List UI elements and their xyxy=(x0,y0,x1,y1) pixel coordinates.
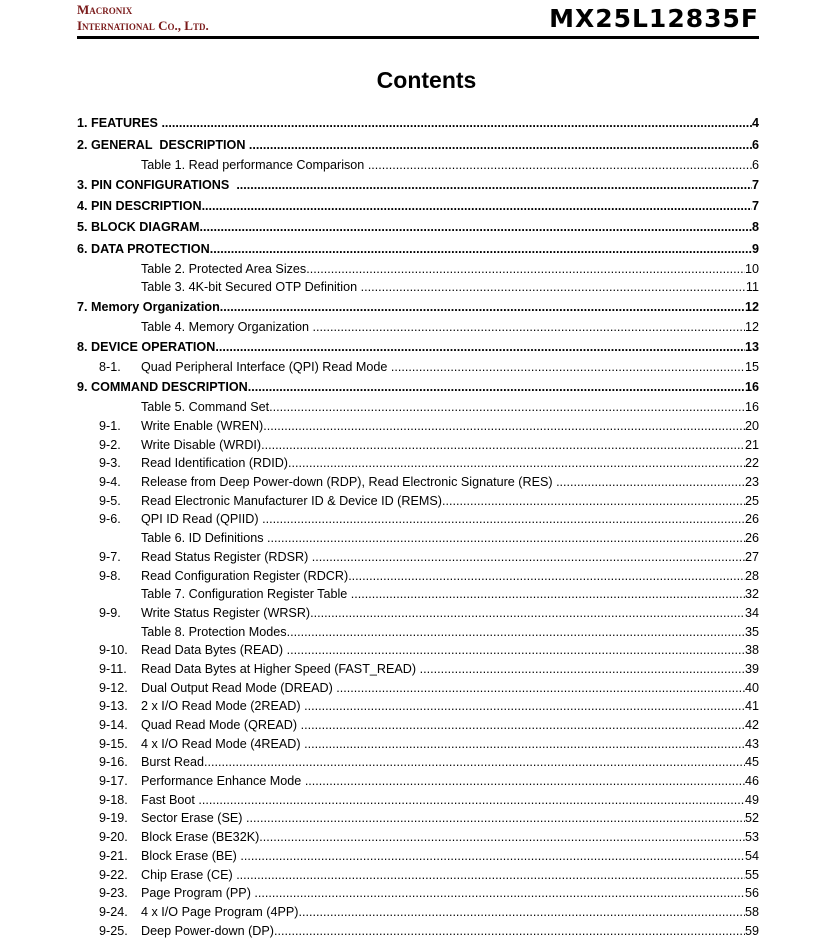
leader-dots xyxy=(267,531,745,545)
toc-entry-page[interactable]: 53 xyxy=(744,830,759,845)
leader-dots xyxy=(259,830,745,844)
toc-entry-number: 9-5. xyxy=(99,493,121,508)
leader-dots xyxy=(274,924,745,938)
toc-entry-page[interactable]: 41 xyxy=(744,699,759,714)
toc-entry-title[interactable]: Table 2. Protected Area Sizes xyxy=(141,261,307,276)
toc-entry-number: 9-12. xyxy=(99,680,128,695)
toc-entry-page[interactable]: 23 xyxy=(744,475,759,490)
page-title: Contents xyxy=(376,67,477,93)
leader-dots xyxy=(204,755,745,769)
toc-entry-page[interactable]: 16 xyxy=(744,400,759,415)
toc-entry-title[interactable]: Quad Read Mode (QREAD) xyxy=(141,718,301,733)
toc-entry[interactable] xyxy=(77,336,759,358)
toc-entry[interactable] xyxy=(77,510,759,529)
toc-entry-title[interactable]: Table 7. Configuration Register Table xyxy=(141,587,351,602)
toc-entry-number: 9-9. xyxy=(99,605,121,620)
toc-entry-number: 9-16. xyxy=(99,755,128,770)
toc-entry-title[interactable]: 2 x I/O Read Mode (2READ) xyxy=(141,699,305,714)
toc-entry-title[interactable]: Write Enable (WREN) xyxy=(141,419,264,434)
toc-entry[interactable] xyxy=(77,155,759,174)
leader-dots xyxy=(248,380,745,394)
toc-entry-page[interactable]: 32 xyxy=(744,587,759,602)
leader-dots xyxy=(254,886,745,900)
toc-entry-number: 9-22. xyxy=(99,867,128,882)
table-of-contents xyxy=(77,112,759,940)
toc-entry-title[interactable]: Dual Output Read Mode (DREAD) xyxy=(141,680,337,695)
toc-entry[interactable] xyxy=(77,548,759,567)
toc-entry[interactable] xyxy=(77,884,759,903)
leader-dots xyxy=(269,400,745,414)
leader-dots xyxy=(312,550,745,564)
leader-dots xyxy=(215,340,745,354)
leader-dots xyxy=(305,774,745,788)
company-name-line1: Macronix xyxy=(77,2,133,17)
toc-entry-page[interactable]: 15 xyxy=(744,360,759,374)
toc-entry[interactable] xyxy=(77,734,759,753)
toc-entry-title[interactable]: Table 5. Command Set xyxy=(141,400,270,415)
toc-entry-page[interactable]: 12 xyxy=(744,320,759,334)
leader-dots xyxy=(199,220,752,234)
toc-entry[interactable] xyxy=(77,828,759,847)
toc-entry[interactable] xyxy=(77,753,759,772)
toc-entry-number: 9-23. xyxy=(99,886,128,901)
toc-entry[interactable] xyxy=(77,491,759,510)
toc-entry[interactable] xyxy=(77,376,759,398)
toc-entry-page[interactable]: 49 xyxy=(744,792,759,807)
toc-entry[interactable] xyxy=(77,566,759,585)
toc-entry-title[interactable]: Performance Enhance Mode xyxy=(141,774,305,789)
toc-entry-page[interactable]: 52 xyxy=(744,811,759,826)
toc-entry-number: 9-24. xyxy=(99,904,128,919)
toc-entry-page[interactable]: 10 xyxy=(744,261,759,276)
toc-entry-page[interactable]: 42 xyxy=(744,718,759,733)
toc-entry[interactable] xyxy=(77,174,759,195)
leader-dots xyxy=(368,158,752,172)
toc-entry[interactable] xyxy=(77,473,759,492)
leader-dots xyxy=(198,793,745,807)
toc-entry[interactable] xyxy=(77,697,759,716)
toc-entry-number: 9-17. xyxy=(99,774,128,789)
toc-entry-title[interactable]: 9. COMMAND DESCRIPTION xyxy=(77,380,248,394)
toc-entry-number: 9-11. xyxy=(99,661,127,676)
toc-entry[interactable] xyxy=(77,216,759,238)
toc-entry-page[interactable]: 21 xyxy=(744,437,759,452)
toc-entry-title[interactable]: Read Configuration Register (RDCR) xyxy=(141,568,349,583)
toc-entry-number: 9-7. xyxy=(99,549,121,564)
toc-entry-number: 9-2. xyxy=(99,437,121,452)
toc-entry-page[interactable]: 6 xyxy=(751,157,759,172)
toc-entry-number: 9-3. xyxy=(99,456,121,471)
toc-entry-title[interactable]: Fast Boot xyxy=(141,792,199,807)
toc-entry-title[interactable]: Read Data Bytes (READ) xyxy=(141,643,287,658)
header-divider xyxy=(77,36,759,39)
toc-entry-title[interactable]: Read Identification (RDID) xyxy=(141,456,288,471)
toc-entry-title[interactable]: 2. GENERAL DESCRIPTION xyxy=(77,137,249,152)
toc-entry-page[interactable]: 56 xyxy=(744,886,759,901)
toc-entry[interactable] xyxy=(77,716,759,735)
toc-entry-page[interactable]: 20 xyxy=(744,419,759,434)
toc-entry[interactable] xyxy=(77,259,759,278)
toc-entry-page[interactable]: 26 xyxy=(744,531,759,546)
company-logo xyxy=(77,2,209,34)
toc-entry-page[interactable]: 28 xyxy=(744,568,759,583)
leader-dots xyxy=(161,116,752,130)
toc-entry-page[interactable]: 45 xyxy=(744,755,759,770)
toc-entry-page[interactable]: 25 xyxy=(744,493,759,508)
toc-entry[interactable] xyxy=(77,865,759,884)
toc-entry-number: 9-21. xyxy=(99,848,128,863)
toc-entry[interactable] xyxy=(77,678,759,697)
toc-entry-page[interactable]: 9 xyxy=(751,241,759,256)
toc-entry-page[interactable]: 35 xyxy=(744,624,759,639)
leader-dots xyxy=(304,699,745,713)
toc-entry-title[interactable]: Table 4. Memory Organization xyxy=(141,320,313,334)
leader-dots xyxy=(361,280,746,294)
toc-entry-title[interactable]: 4. PIN DESCRIPTION xyxy=(77,198,202,213)
toc-entry[interactable] xyxy=(77,604,759,623)
toc-entry-number: 9-15. xyxy=(99,736,128,751)
toc-entry[interactable] xyxy=(77,585,759,604)
leader-dots xyxy=(301,718,745,732)
toc-entry-number: 8-1. xyxy=(99,360,121,374)
toc-entry[interactable] xyxy=(77,278,759,296)
leader-dots xyxy=(310,606,745,620)
toc-entry[interactable] xyxy=(77,641,759,660)
toc-entry-title[interactable]: Table 6. ID Definitions xyxy=(141,531,267,546)
leader-dots xyxy=(442,494,745,508)
toc-entry-number: 9-19. xyxy=(99,811,128,826)
toc-entry[interactable] xyxy=(77,772,759,791)
leader-dots xyxy=(304,737,745,751)
leader-dots xyxy=(313,320,745,334)
toc-entry-page[interactable]: 38 xyxy=(744,643,759,658)
toc-entry-page[interactable]: 11 xyxy=(745,280,759,294)
toc-entry-title[interactable]: Block Erase (BE) xyxy=(141,848,241,863)
toc-entry-title[interactable]: Block Erase (BE32K) xyxy=(141,830,260,845)
leader-dots xyxy=(249,138,752,152)
toc-entry-title[interactable]: Read Electronic Manufacturer ID & Device ID (REMS) xyxy=(141,493,442,508)
toc-entry[interactable] xyxy=(77,809,759,828)
toc-entry-title[interactable]: Read Data Bytes at Higher Speed (FAST_READ) xyxy=(141,661,420,676)
toc-entry-page[interactable]: 7 xyxy=(751,177,759,192)
leader-dots xyxy=(262,512,745,526)
toc-entry-title[interactable]: Table 3. 4K-bit Secured OTP Definition xyxy=(141,280,361,294)
leader-dots xyxy=(220,300,745,314)
leader-dots xyxy=(287,625,745,639)
toc-entry-title[interactable]: Write Status Register (WRSR) xyxy=(141,605,311,620)
leader-dots xyxy=(348,569,745,583)
toc-entry-title[interactable]: Table 8. Protection Modes xyxy=(141,624,287,639)
toc-entry-number: 9-10. xyxy=(99,643,128,658)
toc-entry-number: 9-6. xyxy=(99,512,121,527)
toc-entry-title[interactable]: Quad Peripheral Interface (QPI) Read Mode xyxy=(141,360,391,374)
toc-entry-page[interactable]: 34 xyxy=(744,605,759,620)
leader-dots xyxy=(391,360,745,374)
toc-entry-number: 9-18. xyxy=(99,792,128,807)
toc-entry[interactable] xyxy=(77,417,759,436)
toc-entry-page[interactable]: 40 xyxy=(744,680,759,695)
toc-entry-number: 9-8. xyxy=(99,568,121,583)
toc-entry-title[interactable]: Burst Read xyxy=(141,755,204,770)
toc-entry[interactable] xyxy=(77,622,759,641)
toc-entry-number: 9-1. xyxy=(99,419,121,434)
toc-entry-title[interactable]: Read Status Register (RDSR) xyxy=(141,549,312,564)
toc-entry-page[interactable]: 8 xyxy=(751,220,759,234)
toc-entry[interactable] xyxy=(77,790,759,809)
leader-dots xyxy=(236,868,745,882)
toc-entry-title[interactable]: 8. DEVICE OPERATION xyxy=(77,340,216,354)
toc-entry[interactable] xyxy=(77,112,759,134)
toc-entry-title[interactable]: 4 x I/O Page Program (4PP) xyxy=(141,904,299,919)
toc-entry-page[interactable]: 59 xyxy=(744,923,759,938)
toc-entry[interactable] xyxy=(77,529,759,548)
toc-entry-page[interactable]: 6 xyxy=(751,137,759,152)
toc-entry-page[interactable]: 12 xyxy=(744,300,759,314)
toc-entry[interactable] xyxy=(77,318,759,336)
toc-entry-page[interactable]: 54 xyxy=(744,848,759,863)
toc-entry-page[interactable]: 22 xyxy=(744,456,759,471)
toc-entry-page[interactable]: 13 xyxy=(744,340,759,354)
toc-entry-title[interactable]: 1. FEATURES xyxy=(77,116,162,130)
leader-dots xyxy=(351,587,745,601)
toc-entry-title[interactable]: Write Disable (WRDI) xyxy=(141,437,262,452)
company-name-line2: International Co., Ltd. xyxy=(77,18,209,33)
toc-entry-page[interactable]: 27 xyxy=(744,549,759,564)
leader-dots xyxy=(288,456,745,470)
toc-entry-title[interactable]: 3. PIN CONFIGURATIONS xyxy=(77,177,237,192)
part-number: MX25L12835F xyxy=(549,4,759,33)
leader-dots xyxy=(556,475,745,489)
toc-entry-title[interactable]: Chip Erase (CE) xyxy=(141,867,237,882)
toc-entry[interactable] xyxy=(77,454,759,473)
toc-entry-number: 9-25. xyxy=(99,923,128,938)
toc-entry[interactable] xyxy=(77,195,759,216)
leader-dots xyxy=(263,419,745,433)
leader-dots xyxy=(240,849,745,863)
leader-dots xyxy=(420,662,745,676)
toc-entry[interactable] xyxy=(77,134,759,155)
toc-entry-page[interactable]: 58 xyxy=(744,904,759,919)
toc-entry[interactable] xyxy=(77,296,759,318)
toc-entry[interactable] xyxy=(77,435,759,454)
toc-entry[interactable] xyxy=(77,358,759,376)
leader-dots xyxy=(246,811,745,825)
toc-entry-page[interactable]: 43 xyxy=(744,736,759,751)
toc-entry[interactable] xyxy=(77,238,759,259)
leader-dots xyxy=(202,199,752,213)
toc-entry-number: 9-4. xyxy=(99,475,121,490)
toc-entry-title[interactable]: Release from Deep Power-down (RDP), Read Electronic Signature (RES) xyxy=(141,475,557,490)
toc-entry-title[interactable]: QPI ID Read (QPIID) xyxy=(141,512,263,527)
toc-entry-page[interactable]: 4 xyxy=(751,116,759,130)
toc-entry-title[interactable]: 6. DATA PROTECTION xyxy=(77,241,210,256)
leader-dots xyxy=(287,643,745,657)
leader-dots xyxy=(336,681,745,695)
leader-dots xyxy=(210,242,752,256)
toc-entry-number: 9-20. xyxy=(99,830,128,845)
toc-entry[interactable] xyxy=(77,660,759,679)
toc-entry[interactable] xyxy=(77,903,759,922)
leader-dots xyxy=(261,438,745,452)
toc-entry-number: 9-13. xyxy=(99,699,128,714)
toc-entry[interactable] xyxy=(77,398,759,417)
toc-entry-page[interactable]: 39 xyxy=(744,661,759,676)
toc-entry[interactable] xyxy=(77,921,759,940)
leader-dots xyxy=(236,178,752,192)
toc-entry-title[interactable]: Deep Power-down (DP) xyxy=(141,923,274,938)
toc-entry-page[interactable]: 7 xyxy=(751,198,759,213)
toc-entry-title[interactable]: 5. BLOCK DIAGRAM xyxy=(77,220,200,234)
toc-entry-page[interactable]: 46 xyxy=(744,774,759,789)
toc-entry-page[interactable]: 16 xyxy=(744,380,759,394)
toc-entry-title[interactable]: Page Program (PP) xyxy=(141,886,255,901)
toc-entry-number: 9-14. xyxy=(99,718,128,733)
toc-entry-page[interactable]: 55 xyxy=(744,867,759,882)
toc-entry[interactable] xyxy=(77,847,759,866)
toc-entry-page[interactable]: 26 xyxy=(744,512,759,527)
toc-entry-title[interactable]: 7. Memory Organization xyxy=(77,300,220,314)
toc-entry-title[interactable]: Table 1. Read performance Comparison xyxy=(141,157,368,172)
toc-entry-title[interactable]: Sector Erase (SE) xyxy=(141,811,246,826)
leader-dots xyxy=(298,905,745,919)
leader-dots xyxy=(306,262,745,276)
toc-entry-title[interactable]: 4 x I/O Read Mode (4READ) xyxy=(141,736,305,751)
